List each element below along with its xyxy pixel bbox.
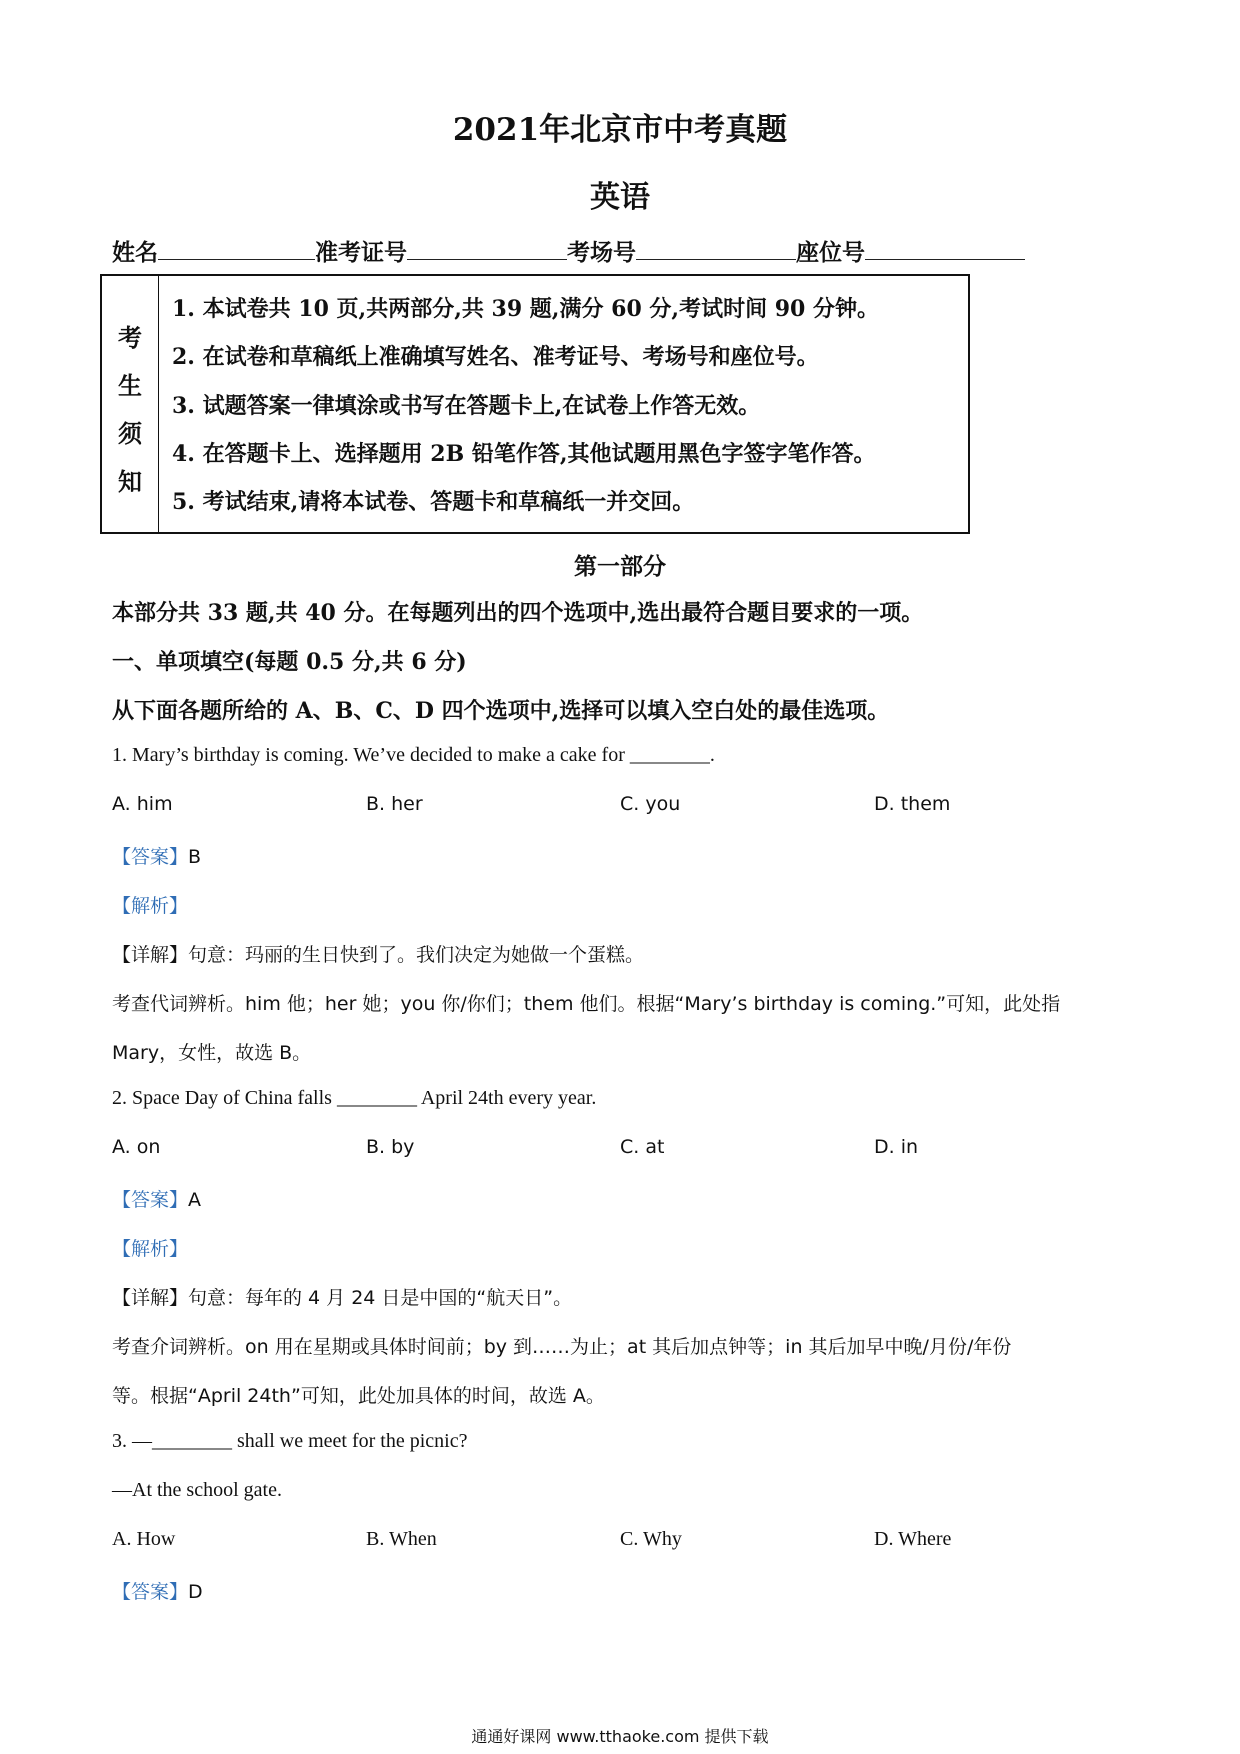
field-blank-name[interactable] xyxy=(158,235,315,260)
detail-line: 【详解】句意：玛丽的生日快到了。我们决定为她做一个蛋糕。 xyxy=(112,944,645,966)
detail-line: 【详解】句意：每年的 4 月 24 日是中国的“航天日”。 xyxy=(112,1287,573,1309)
explanation-line: Mary，女性，故选 B。 xyxy=(112,1042,312,1064)
notice-item: 1. 本试卷共 10 页,共两部分,共 39 题,满分 60 分,考试时间 90 分钟。 xyxy=(172,296,879,322)
field-blank-admission[interactable] xyxy=(407,235,567,260)
question-stem: 3. —________ shall we meet for the picnic? xyxy=(112,1430,468,1452)
subject-title: 英语 xyxy=(590,180,650,215)
option-c: C. at xyxy=(620,1136,665,1158)
explanation-line: 考查介词辨析。on 用在星期或具体时间前；by 到……为止；at 其后加点钟等；in 其后加早中晚/月份/年份 xyxy=(112,1336,1012,1358)
notice-item: 4. 在答题卡上、选择题用 2B 铅笔作答,其他试题用黑色字签字笔作答。 xyxy=(172,441,876,467)
analysis-label: 【解析】 xyxy=(112,895,189,917)
option-b: B. by xyxy=(366,1136,415,1158)
notice-heading-char: 生 xyxy=(118,371,142,400)
answer-label: 【答案】 xyxy=(112,1189,189,1211)
answer-value: A xyxy=(188,1189,202,1211)
option-a: A. him xyxy=(112,793,173,815)
exam-notice-box xyxy=(100,274,970,534)
option-d: D. them xyxy=(874,793,951,815)
answer-value: B xyxy=(188,846,202,868)
question-stem: 2. Space Day of China falls ________ April 24th every year. xyxy=(112,1087,597,1109)
notice-heading-char: 考 xyxy=(118,323,142,352)
answer-label: 【答案】 xyxy=(112,1581,189,1603)
option-b: B. her xyxy=(366,793,423,815)
field-label-seat: 座位号 xyxy=(796,239,865,266)
option-a: A. How xyxy=(112,1528,176,1550)
answer-value: D xyxy=(188,1581,203,1603)
field-label-name: 姓名 xyxy=(112,239,158,266)
analysis-label: 【解析】 xyxy=(112,1238,189,1260)
notice-heading-char: 知 xyxy=(118,467,142,496)
field-label-admission: 准考证号 xyxy=(315,239,407,266)
option-c: C. Why xyxy=(620,1528,682,1550)
footer-text: 通通好课网 www.tthaoke.com 提供下载 xyxy=(471,1727,769,1746)
section-instruction: 从下面各题所给的 A、B、C、D 四个选项中,选择可以填入空白处的最佳选项。 xyxy=(112,698,890,724)
answer-line xyxy=(112,842,201,869)
option-d: D. Where xyxy=(874,1528,952,1550)
notice-item: 2. 在试卷和草稿纸上准确填写姓名、准考证号、考场号和座位号。 xyxy=(172,344,819,370)
explanation-line: 等。根据“April 24th”可知，此处加具体的时间，故选 A。 xyxy=(112,1385,605,1407)
option-b: B. When xyxy=(366,1528,437,1550)
field-blank-room[interactable] xyxy=(636,235,796,260)
field-blank-seat[interactable] xyxy=(865,235,1025,260)
section-title: 一、单项填空(每题 0.5 分,共 6 分) xyxy=(112,649,467,675)
answer-line xyxy=(112,1185,201,1212)
option-d: D. in xyxy=(874,1136,919,1158)
notice-heading xyxy=(102,276,159,532)
candidate-info-fields xyxy=(112,234,1025,267)
field-label-room: 考场号 xyxy=(567,239,636,266)
question-stem: 1. Mary’s birthday is coming. We’ve decided to make a cake for ________. xyxy=(112,744,715,766)
question-stem-response: —At the school gate. xyxy=(112,1479,282,1501)
notice-item: 3. 试题答案一律填涂或书写在答题卡上,在试卷上作答无效。 xyxy=(172,393,761,419)
explanation-line: 考查代词辨析。him 他；her 她；you 你/你们；them 他们。根据“Mary’s birthday is coming.”可知，此处指 xyxy=(112,993,1061,1015)
answer-label: 【答案】 xyxy=(112,846,189,868)
notice-item: 5. 考试结束,请将本试卷、答题卡和草稿纸一并交回。 xyxy=(172,489,695,515)
part-intro: 本部分共 33 题,共 40 分。在每题列出的四个选项中,选出最符合题目要求的一项。 xyxy=(112,600,924,626)
page-title: 2021年北京市中考真题 xyxy=(452,112,788,148)
part-title: 第一部分 xyxy=(574,553,666,580)
answer-line xyxy=(112,1577,203,1604)
notice-heading-char: 须 xyxy=(118,419,142,448)
option-c: C. you xyxy=(620,793,681,815)
option-a: A. on xyxy=(112,1136,161,1158)
